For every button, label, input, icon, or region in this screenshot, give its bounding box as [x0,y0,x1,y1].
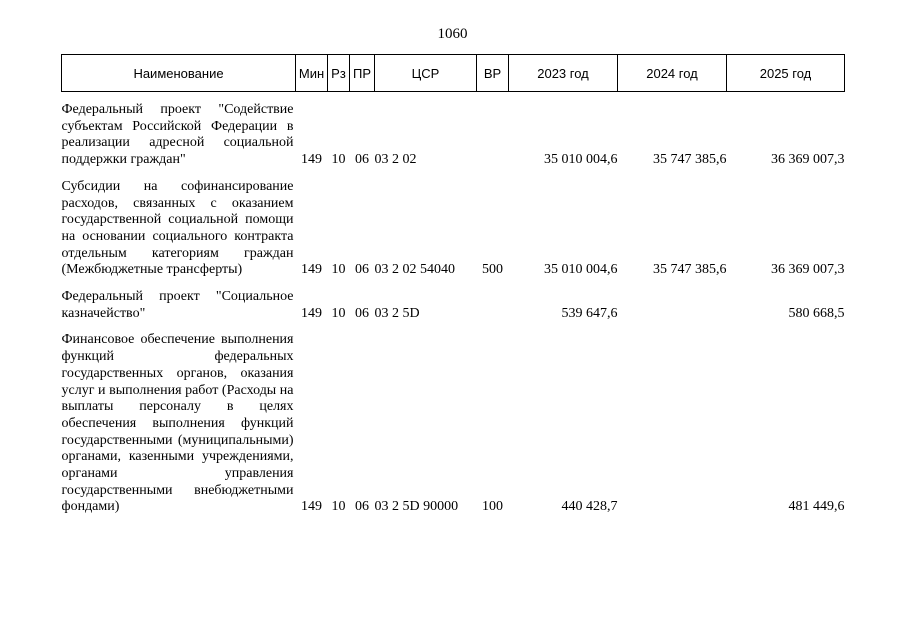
row-2024: 35 747 385,6 [653,152,727,168]
table-row [62,289,845,322]
row-pr: 06 [355,499,369,515]
row-pr: 06 [355,152,369,168]
header-name: Наименование [62,55,296,92]
row-rz: 10 [331,152,346,168]
header-min: Мин [296,55,328,92]
row-vr: 100 [482,499,503,515]
row-pr: 06 [355,262,369,278]
budget-table [61,54,845,516]
header-vr: ВР [477,55,509,92]
row-2025: 580 668,5 [788,305,845,321]
row-name: Федеральный проект "Содействие субъектам Российской Федерации в реализации адресной социальной поддержки граждан" [61,102,294,168]
row-csr: 03 2 5D [374,305,420,321]
row-2023: 539 647,6 [561,305,618,321]
row-min: 149 [301,152,322,168]
row-vr [477,289,509,322]
row-2024 [618,289,727,322]
page-number: 1060 [437,26,468,42]
header-2023: 2023 год [509,55,618,92]
table-row [62,332,845,516]
row-2024: 35 747 385,6 [653,262,727,278]
row-2025: 36 369 007,3 [771,152,845,168]
row-min: 149 [301,499,322,515]
table-row [62,102,845,169]
row-vr: 500 [482,262,503,278]
row-rz: 10 [331,305,346,321]
row-rz: 10 [331,262,346,278]
row-2023: 35 010 004,6 [544,262,618,278]
header-pr: ПР [350,55,375,92]
header-csr: ЦСР [375,55,477,92]
row-vr [477,102,509,169]
row-csr: 03 2 02 [374,152,417,168]
header-2024: 2024 год [618,55,727,92]
row-rz: 10 [331,499,346,515]
row-2025: 481 449,6 [788,499,845,515]
table-header-row [62,55,845,92]
row-2024 [618,332,727,516]
row-name: Федеральный проект "Социальное казначейство" [61,289,294,321]
row-2023: 440 428,7 [561,499,618,515]
row-2023: 35 010 004,6 [544,152,618,168]
header-2025: 2025 год [727,55,845,92]
table-row [62,179,845,279]
header-rz: Рз [328,55,350,92]
row-csr: 03 2 02 54040 [374,262,455,278]
row-name: Финансовое обеспечение выполнения функций федеральных государственных органов, оказания услуг и выполнения работ (Расходы на выплаты персоналу в целях обеспечения выполнения функций государственными (муниципальными) органами, казенными учреждениями, органами управления государственными внебюджетными фондами) [61,332,294,515]
row-csr: 03 2 5D 90000 [374,499,459,515]
row-pr: 06 [355,305,369,321]
row-min: 149 [301,262,322,278]
row-2025: 36 369 007,3 [771,262,845,278]
row-min: 149 [301,305,322,321]
row-name: Субсидии на софинансирование расходов, связанных с оказанием государственной социальной помощи на основании социального контракта отдельным категориям граждан (Межбюджетные трансферты) [61,178,294,278]
